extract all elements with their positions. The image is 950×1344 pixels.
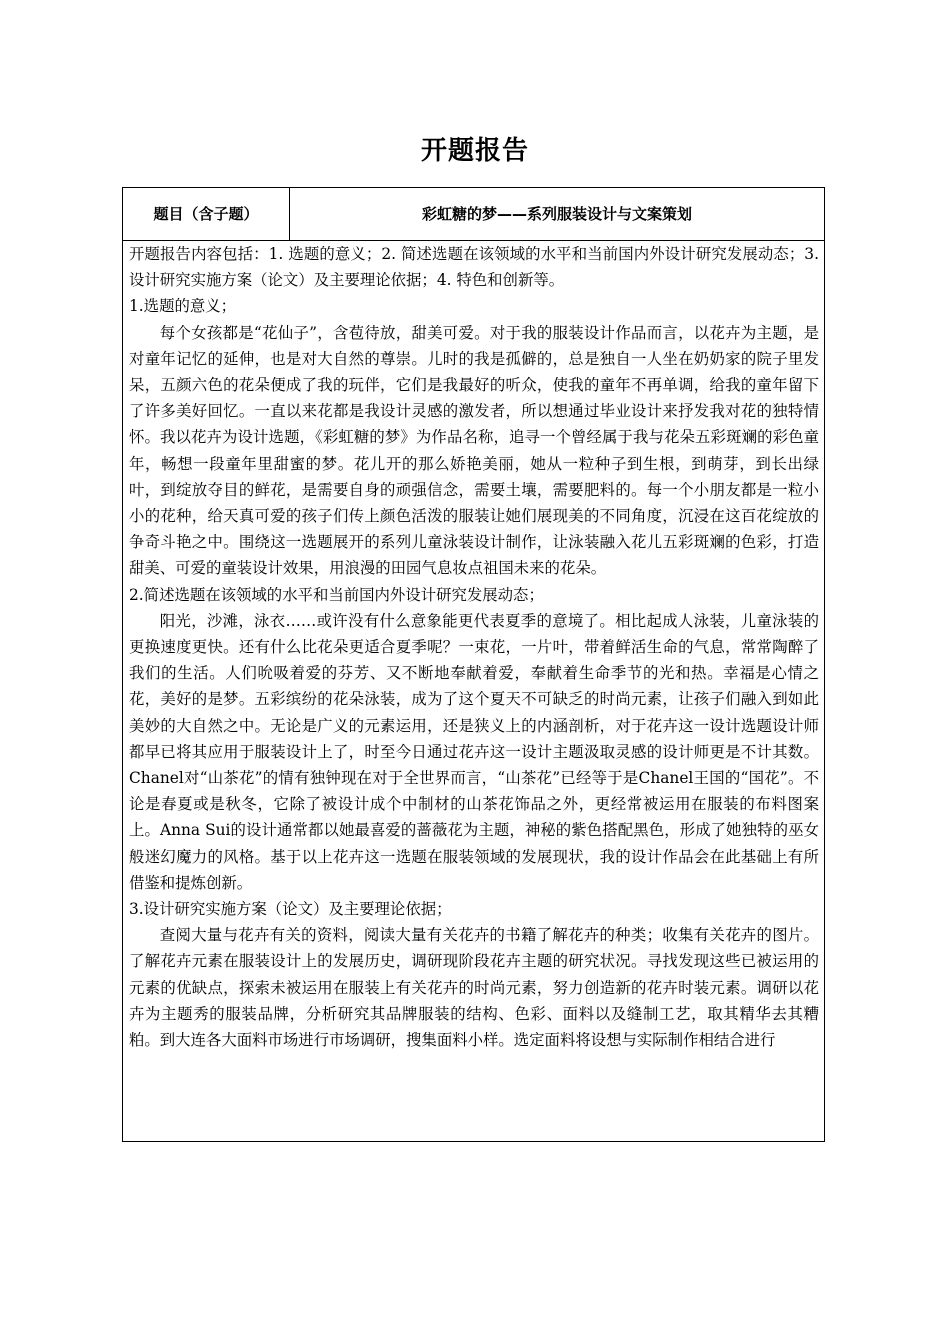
report-content (123, 241, 824, 1141)
section-3-body: 查阅大量与花卉有关的资料，阅读大量有关花卉的书籍了解花卉的种类；收集有关花卉的图片。了解花卉元素在服装设计上的发展历史，调研现阶段花卉主题的研究状况。寻找发现这些已被运用的元素的优缺点，探索未被运用在服装上有关花卉的时尚元素，努力创造新的花卉时装元素。调研以花卉为主题秀的服装品牌，分析研究其品牌服装的结构、色彩、面料以及缝制工艺，取其精华去其糟粕。到大连各大面料市场进行市场调研，搜集面料小样。选定面料将设想与实际制作相结合进行 (129, 926, 819, 1050)
topic-row (123, 188, 824, 241)
content-intro: 开题报告内容包括：1. 选题的意义；2. 简述选题在该领域的水平和当前国内外设计研究发展动态；3. 设计研究实施方案（论文）及主要理论依据；4. 特色和创新等。 (129, 245, 819, 290)
report-table (122, 187, 825, 1142)
section-1-body: 每个女孩都是“花仙子”，含苞待放，甜美可爱。对于我的服装设计作品而言，以花卉为主题，是对童年记忆的延伸，也是对大自然的尊崇。儿时的我是孤僻的，总是独自一人坐在奶奶家的院子里发呆，五颜六色的花朵便成了我的玩伴，它们是我最好的听众，使我的童年不再单调，给我的童年留下了许多美好回忆。一直以来花都是我设计灵感的激发者，所以想通过毕业设计来抒发我对花的独特情怀。我以花卉为设计选题，《彩虹糖的梦》为作品名称，追寻一个曾经属于我与花朵五彩斑斓的彩色童年，畅想一段童年里甜蜜的梦。花儿开的那么娇艳美丽，她从一粒种子到生根，到萌芽，到长出绿叶，到绽放夺目的鲜花，是需要自身的顽强信念，需要土壤，需要肥料的。每一个小朋友都是一粒小小的花种，给天真可爱的孩子们传上颜色活泼的服装让她们展现美的不同角度，沉浸在这百花绽放的争奇斗艳之中。围绕这一选题展开的系列儿童泳装设计制作，让泳装融入花儿五彩斑斓的色彩，打造甜美、可爱的童装设计效果，用浪漫的田园气息妆点祖国未来的花朵。 (129, 323, 819, 578)
topic-label: 题目（含子题） (123, 188, 290, 240)
section-3-heading: 3.设计研究实施方案（论文）及主要理论依据； (129, 900, 452, 919)
section-2-heading: 2.简述选题在该领域的水平和当前国内外设计研究发展动态； (129, 585, 544, 604)
section-1-heading: 1.选题的意义； (129, 297, 237, 316)
section-2-body: 阳光，沙滩，泳衣……或许没有什么意象能更代表夏季的意境了。相比起成人泳装，儿童泳装的更换速度更快。还有什么比花朵更适合夏季呢？一束花，一片叶，带着鲜活生命的气息，常常陶醉了我们的生活。人们吮吸着爱的芬芳、又不断地奉献着爱，奉献着生命季节的光和热。幸福是心情之花，美好的是梦。五彩缤纷的花朵泳装，成为了这个夏天不可缺乏的时尚元素，让孩子们融入到如此美妙的大自然之中。无论是广义的元素运用，还是狭义上的内涵剖析，对于花卉这一设计选题设计师都早已将其应用于服装设计上了，时至今日通过花卉这一设计主题汲取灵感的设计师更是不计其数。Chanel对“山茶花”的情有独钟现在对于全世界而言，“山茶花”已经等于是Chanel王国的“国花”。不论是春夏或是秋冬，它除了被设计成个中制材的山茶花饰品之外，更经常被运用在服装的布料图案上。Anna Sui的设计通常都以她最喜爱的蔷薇花为主题，神秘的紫色搭配黑色，形成了她独特的巫女般迷幻魔力的风格。基于以上花卉这一选题在服装领域的发展现状，我的设计作品会在此基础上有所借鉴和提炼创新。 (129, 611, 819, 892)
topic-value: 彩虹糖的梦——系列服装设计与文案策划 (421, 205, 692, 223)
page-title: 开题报告 (420, 136, 529, 166)
